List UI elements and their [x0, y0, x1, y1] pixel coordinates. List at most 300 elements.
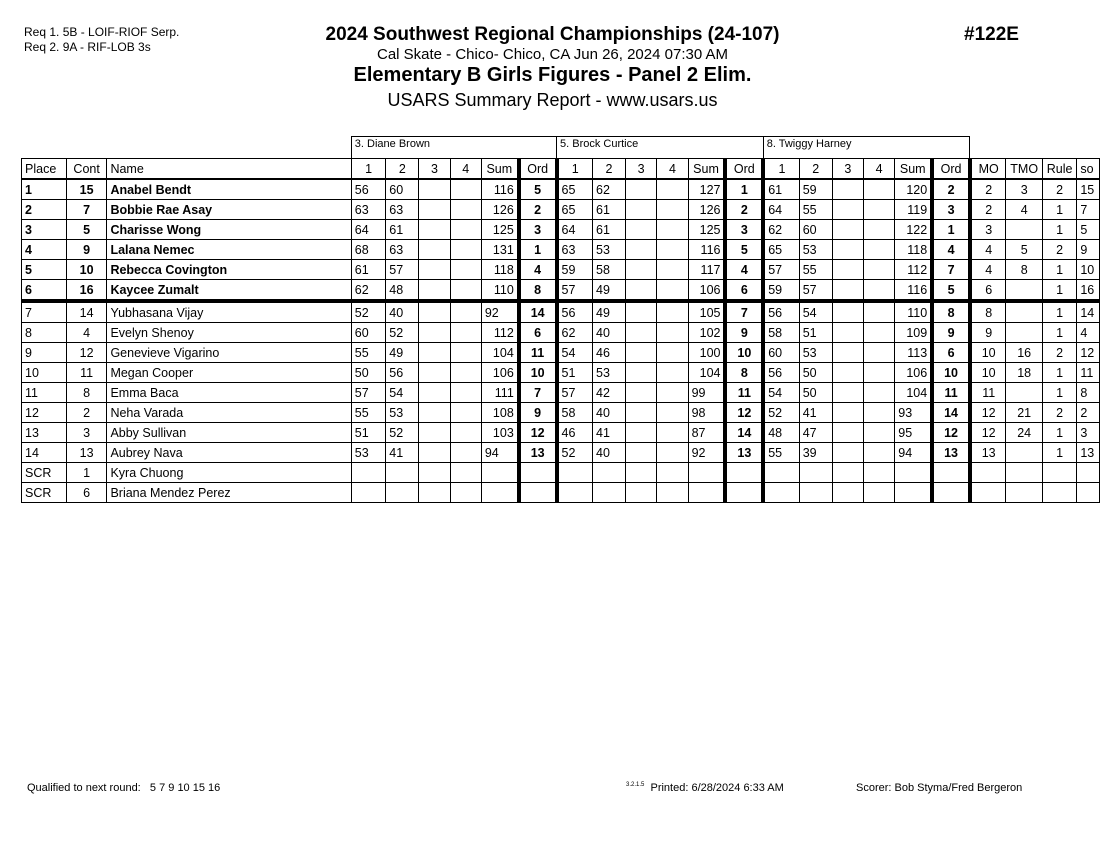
cell-name: Aubrey Nava: [107, 443, 351, 463]
cell-sum: 95: [895, 423, 932, 443]
cell-place: 4: [22, 240, 67, 260]
cell-ord: 9: [519, 403, 557, 423]
cell-score: [863, 403, 894, 423]
cell-score: 59: [763, 280, 799, 302]
cell-score: [593, 463, 626, 483]
cell-tmo: [1006, 463, 1042, 483]
cell-score: [626, 301, 657, 323]
cell-so: 11: [1077, 363, 1100, 383]
cell-score: 53: [799, 343, 832, 363]
table-row: [22, 220, 1100, 240]
cell-score: 54: [386, 383, 419, 403]
qualified-label: Qualified to next round:: [27, 782, 141, 794]
cell-sum: 94: [481, 443, 518, 463]
cell-score: [626, 403, 657, 423]
cell-tmo: [1006, 483, 1042, 503]
cell-rule: 1: [1042, 301, 1076, 323]
cell-score: [386, 463, 419, 483]
cell-score: [419, 179, 450, 200]
cell-score: 42: [593, 383, 626, 403]
cell-score: 47: [799, 423, 832, 443]
cell-cont: 6: [66, 483, 107, 503]
cell-sum: 118: [895, 240, 932, 260]
cell-cont: 7: [66, 200, 107, 220]
cell-ord: 6: [932, 343, 970, 363]
cell-score: 62: [763, 220, 799, 240]
cell-score: 48: [763, 423, 799, 443]
table-row: [22, 240, 1100, 260]
cell-tmo: [1006, 383, 1042, 403]
col-judge-2: 2: [593, 159, 626, 180]
cell-score: 55: [351, 343, 386, 363]
cell-ord: 9: [932, 323, 970, 343]
cell-score: 57: [557, 280, 593, 302]
cell-score: [657, 280, 688, 302]
cell-score: 65: [557, 200, 593, 220]
cell-score: 60: [351, 323, 386, 343]
cell-rule: 2: [1042, 240, 1076, 260]
cell-score: [626, 363, 657, 383]
cell-score: [450, 179, 481, 200]
cell-score: [657, 260, 688, 280]
cell-score: 56: [557, 301, 593, 323]
cell-ord: 4: [519, 260, 557, 280]
cell-ord: 1: [519, 240, 557, 260]
cell-score: [832, 443, 863, 463]
cell-score: 61: [386, 220, 419, 240]
cell-cont: 9: [66, 240, 107, 260]
cell-ord: 11: [725, 383, 763, 403]
cell-ord: 12: [519, 423, 557, 443]
cell-sum: 94: [895, 443, 932, 463]
cell-score: 54: [799, 301, 832, 323]
cell-score: [863, 220, 894, 240]
cell-ord: 6: [519, 323, 557, 343]
qualified-summary: [27, 782, 220, 794]
cell-sum: 102: [688, 323, 725, 343]
requirement-1: Req 1. 5B - LOIF-RIOF Serp.: [24, 25, 180, 39]
cell-score: 56: [763, 363, 799, 383]
cell-score: 62: [557, 323, 593, 343]
cell-score: [419, 343, 450, 363]
cell-mo: 10: [970, 343, 1006, 363]
cell-ord: 13: [519, 443, 557, 463]
cell-score: [419, 443, 450, 463]
cell-score: [386, 483, 419, 503]
table-row: [22, 200, 1100, 220]
cell-score: [450, 240, 481, 260]
cell-score: [419, 240, 450, 260]
cell-score: 46: [557, 423, 593, 443]
cell-sum: 116: [895, 280, 932, 302]
cell-name: Kyra Chuong: [107, 463, 351, 483]
cell-ord: 7: [519, 383, 557, 403]
cell-score: [863, 443, 894, 463]
cell-so: 4: [1077, 323, 1100, 343]
cell-ord: 6: [725, 280, 763, 302]
cell-name: Briana Mendez Perez: [107, 483, 351, 503]
cell-mo: [970, 463, 1006, 483]
cell-tmo: [1006, 280, 1042, 302]
cell-score: 57: [386, 260, 419, 280]
cell-score: [657, 323, 688, 343]
cell-rule: 1: [1042, 200, 1076, 220]
col-rule: Rule: [1042, 159, 1076, 180]
cell-name: Genevieve Vigarino: [107, 343, 351, 363]
cell-score: 52: [386, 323, 419, 343]
cell-score: [450, 200, 481, 220]
cell-score: [657, 463, 688, 483]
cell-mo: 2: [970, 179, 1006, 200]
cell-score: [657, 443, 688, 463]
cell-score: [450, 301, 481, 323]
cell-place: 8: [22, 323, 67, 343]
cell-mo: 8: [970, 301, 1006, 323]
col-judge-sum: Sum: [481, 159, 518, 180]
cell-rule: 1: [1042, 443, 1076, 463]
col-judge-3: 3: [419, 159, 450, 180]
cell-rule: 2: [1042, 179, 1076, 200]
col-mo: MO: [970, 159, 1006, 180]
results-table: [21, 136, 1100, 503]
cell-ord: 5: [725, 240, 763, 260]
cell-sum: 92: [688, 443, 725, 463]
col-judge-1: 1: [557, 159, 593, 180]
cell-score: [657, 301, 688, 323]
col-judge-4: 4: [863, 159, 894, 180]
cell-score: [657, 220, 688, 240]
cell-cont: 13: [66, 443, 107, 463]
cell-place: 11: [22, 383, 67, 403]
col-judge-sum: Sum: [688, 159, 725, 180]
cell-score: [557, 483, 593, 503]
cell-score: [832, 383, 863, 403]
cell-score: [351, 483, 386, 503]
cell-score: [626, 240, 657, 260]
cell-ord: 8: [932, 301, 970, 323]
cell-score: [657, 200, 688, 220]
cell-score: [419, 220, 450, 240]
col-judge-ord: Ord: [932, 159, 970, 180]
cell-score: [657, 423, 688, 443]
cell-score: 53: [593, 240, 626, 260]
cell-score: 55: [763, 443, 799, 463]
cell-sum: 126: [481, 200, 518, 220]
cell-score: [657, 483, 688, 503]
cell-sum: [481, 483, 518, 503]
cell-cont: 4: [66, 323, 107, 343]
cell-name: Kaycee Zumalt: [107, 280, 351, 302]
table-row: [22, 403, 1100, 423]
cell-score: 55: [799, 260, 832, 280]
competition-title: 2024 Southwest Regional Championships (24-107): [325, 24, 780, 45]
cell-sum: 106: [481, 363, 518, 383]
cell-sum: 117: [688, 260, 725, 280]
col-judge-ord: Ord: [519, 159, 557, 180]
cell-score: 52: [386, 423, 419, 443]
cell-sum: 106: [895, 363, 932, 383]
cell-ord: 11: [932, 383, 970, 403]
cell-score: [863, 179, 894, 200]
cell-score: 64: [557, 220, 593, 240]
cell-ord: 10: [932, 363, 970, 383]
cell-score: 58: [593, 260, 626, 280]
judge-header-row: [22, 137, 1100, 159]
cell-rule: 1: [1042, 363, 1076, 383]
cell-score: 59: [557, 260, 593, 280]
cell-cont: 16: [66, 280, 107, 302]
cell-sum: 104: [895, 383, 932, 403]
cell-score: [450, 463, 481, 483]
printed-info: [626, 782, 784, 794]
cell-place: 3: [22, 220, 67, 240]
cell-sum: 92: [481, 301, 518, 323]
cell-ord: 12: [725, 403, 763, 423]
cell-score: [419, 423, 450, 443]
cell-name: Megan Cooper: [107, 363, 351, 383]
cell-sum: [688, 483, 725, 503]
cell-tmo: 8: [1006, 260, 1042, 280]
cell-so: [1077, 463, 1100, 483]
cell-score: [450, 363, 481, 383]
cell-mo: 3: [970, 220, 1006, 240]
cell-score: [657, 343, 688, 363]
cell-score: [450, 260, 481, 280]
cell-score: 40: [386, 301, 419, 323]
cell-sum: 104: [481, 343, 518, 363]
cell-ord: [932, 463, 970, 483]
col-cont: Cont: [66, 159, 107, 180]
cell-score: [832, 403, 863, 423]
table-row: [22, 483, 1100, 503]
cell-score: 50: [799, 363, 832, 383]
cell-ord: 9: [725, 323, 763, 343]
cell-score: [863, 383, 894, 403]
cell-ord: 2: [519, 200, 557, 220]
cell-score: 46: [593, 343, 626, 363]
cell-name: Lalana Nemec: [107, 240, 351, 260]
cell-score: [832, 200, 863, 220]
spacer: [22, 137, 352, 159]
cell-score: [626, 343, 657, 363]
cell-score: [863, 200, 894, 220]
cell-score: 53: [386, 403, 419, 423]
cell-score: 65: [763, 240, 799, 260]
cell-score: [763, 483, 799, 503]
cell-score: 50: [799, 383, 832, 403]
cell-score: [863, 323, 894, 343]
cell-ord: [519, 483, 557, 503]
cell-place: 14: [22, 443, 67, 463]
cell-cont: 5: [66, 220, 107, 240]
cell-sum: 113: [895, 343, 932, 363]
cell-score: [419, 260, 450, 280]
cell-rule: 1: [1042, 280, 1076, 302]
cell-score: [351, 463, 386, 483]
cell-tmo: 21: [1006, 403, 1042, 423]
cell-sum: 108: [481, 403, 518, 423]
cell-score: [557, 463, 593, 483]
cell-score: 63: [351, 200, 386, 220]
cell-sum: 122: [895, 220, 932, 240]
cell-rule: 1: [1042, 323, 1076, 343]
cell-score: [450, 403, 481, 423]
cell-ord: 4: [932, 240, 970, 260]
cell-score: 52: [351, 301, 386, 323]
cell-sum: 104: [688, 363, 725, 383]
col-judge-1: 1: [351, 159, 386, 180]
cell-sum: [895, 463, 932, 483]
cell-score: [626, 443, 657, 463]
table-row: [22, 301, 1100, 323]
cell-sum: 106: [688, 280, 725, 302]
cell-place: 9: [22, 343, 67, 363]
cell-score: [626, 179, 657, 200]
cell-score: 39: [799, 443, 832, 463]
cell-score: [419, 383, 450, 403]
cell-score: 63: [386, 200, 419, 220]
cell-sum: 118: [481, 260, 518, 280]
cell-ord: 11: [519, 343, 557, 363]
judge-name: 3. Diane Brown: [351, 137, 556, 159]
cell-score: 40: [593, 443, 626, 463]
cell-tmo: 24: [1006, 423, 1042, 443]
cell-sum: 125: [481, 220, 518, 240]
cell-score: 57: [799, 280, 832, 302]
cell-ord: 8: [725, 363, 763, 383]
cell-mo: 13: [970, 443, 1006, 463]
cell-ord: 13: [725, 443, 763, 463]
cell-cont: 14: [66, 301, 107, 323]
cell-sum: 110: [895, 301, 932, 323]
cell-score: [626, 200, 657, 220]
cell-score: 61: [351, 260, 386, 280]
cell-so: 15: [1077, 179, 1100, 200]
cell-sum: 131: [481, 240, 518, 260]
cell-score: [863, 483, 894, 503]
cell-rule: [1042, 483, 1076, 503]
cell-place: SCR: [22, 483, 67, 503]
cell-so: 12: [1077, 343, 1100, 363]
cell-sum: 100: [688, 343, 725, 363]
cell-score: 63: [557, 240, 593, 260]
cell-so: 3: [1077, 423, 1100, 443]
cell-sum: 109: [895, 323, 932, 343]
cell-so: 9: [1077, 240, 1100, 260]
cell-ord: 14: [932, 403, 970, 423]
cell-score: 68: [351, 240, 386, 260]
col-judge-4: 4: [450, 159, 481, 180]
cell-tmo: 5: [1006, 240, 1042, 260]
cell-ord: 4: [725, 260, 763, 280]
cell-cont: 3: [66, 423, 107, 443]
cell-mo: [970, 483, 1006, 503]
cell-score: 54: [763, 383, 799, 403]
cell-name: Bobbie Rae Asay: [107, 200, 351, 220]
cell-sum: 87: [688, 423, 725, 443]
cell-score: [832, 483, 863, 503]
cell-place: SCR: [22, 463, 67, 483]
cell-rule: 1: [1042, 423, 1076, 443]
cell-score: 57: [557, 383, 593, 403]
cell-ord: 3: [725, 220, 763, 240]
cell-score: [626, 463, 657, 483]
cell-ord: 13: [932, 443, 970, 463]
cell-ord: [725, 483, 763, 503]
cell-ord: 5: [519, 179, 557, 200]
scorer-info: Scorer: Bob Styma/Fred Bergeron: [856, 782, 1023, 794]
cell-name: Charisse Wong: [107, 220, 351, 240]
cell-cont: 2: [66, 403, 107, 423]
cell-score: [863, 423, 894, 443]
cell-score: [657, 383, 688, 403]
cell-score: [657, 240, 688, 260]
version-label: 3.2.1.5: [626, 782, 645, 788]
cell-mo: 2: [970, 200, 1006, 220]
cell-score: [832, 260, 863, 280]
cell-ord: 2: [932, 179, 970, 200]
cell-score: 51: [351, 423, 386, 443]
cell-score: [450, 220, 481, 240]
cell-score: 59: [799, 179, 832, 200]
cell-score: [832, 240, 863, 260]
cell-score: [626, 220, 657, 240]
table-row: [22, 260, 1100, 280]
cell-name: Abby Sullivan: [107, 423, 351, 443]
cell-score: [419, 200, 450, 220]
cell-mo: 10: [970, 363, 1006, 383]
table-row: [22, 383, 1100, 403]
cell-score: [626, 280, 657, 302]
cell-sum: 120: [895, 179, 932, 200]
cell-score: 41: [799, 403, 832, 423]
cell-mo: 12: [970, 403, 1006, 423]
cell-mo: 4: [970, 240, 1006, 260]
cell-score: [450, 343, 481, 363]
cell-score: 62: [351, 280, 386, 302]
cell-ord: [932, 483, 970, 503]
col-judge-sum: Sum: [895, 159, 932, 180]
cell-sum: 98: [688, 403, 725, 423]
cell-sum: 110: [481, 280, 518, 302]
cell-sum: 93: [895, 403, 932, 423]
printed-date: Printed: 6/28/2024 6:33 AM: [650, 782, 784, 794]
cell-score: [626, 383, 657, 403]
cell-name: Emma Baca: [107, 383, 351, 403]
cell-mo: 9: [970, 323, 1006, 343]
cell-score: [450, 383, 481, 403]
cell-sum: [688, 463, 725, 483]
cell-score: [657, 363, 688, 383]
cell-score: [832, 343, 863, 363]
cell-score: 49: [593, 280, 626, 302]
cell-score: 57: [351, 383, 386, 403]
cell-mo: 12: [970, 423, 1006, 443]
cell-score: [593, 483, 626, 503]
cell-score: [419, 403, 450, 423]
cell-score: 64: [351, 220, 386, 240]
cell-cont: 1: [66, 463, 107, 483]
col-judge-ord: Ord: [725, 159, 763, 180]
cell-cont: 11: [66, 363, 107, 383]
cell-score: [419, 483, 450, 503]
cell-mo: 4: [970, 260, 1006, 280]
cell-score: 60: [763, 343, 799, 363]
cell-name: Anabel Bendt: [107, 179, 351, 200]
cell-score: 63: [386, 240, 419, 260]
cell-score: [419, 463, 450, 483]
cell-score: [626, 423, 657, 443]
